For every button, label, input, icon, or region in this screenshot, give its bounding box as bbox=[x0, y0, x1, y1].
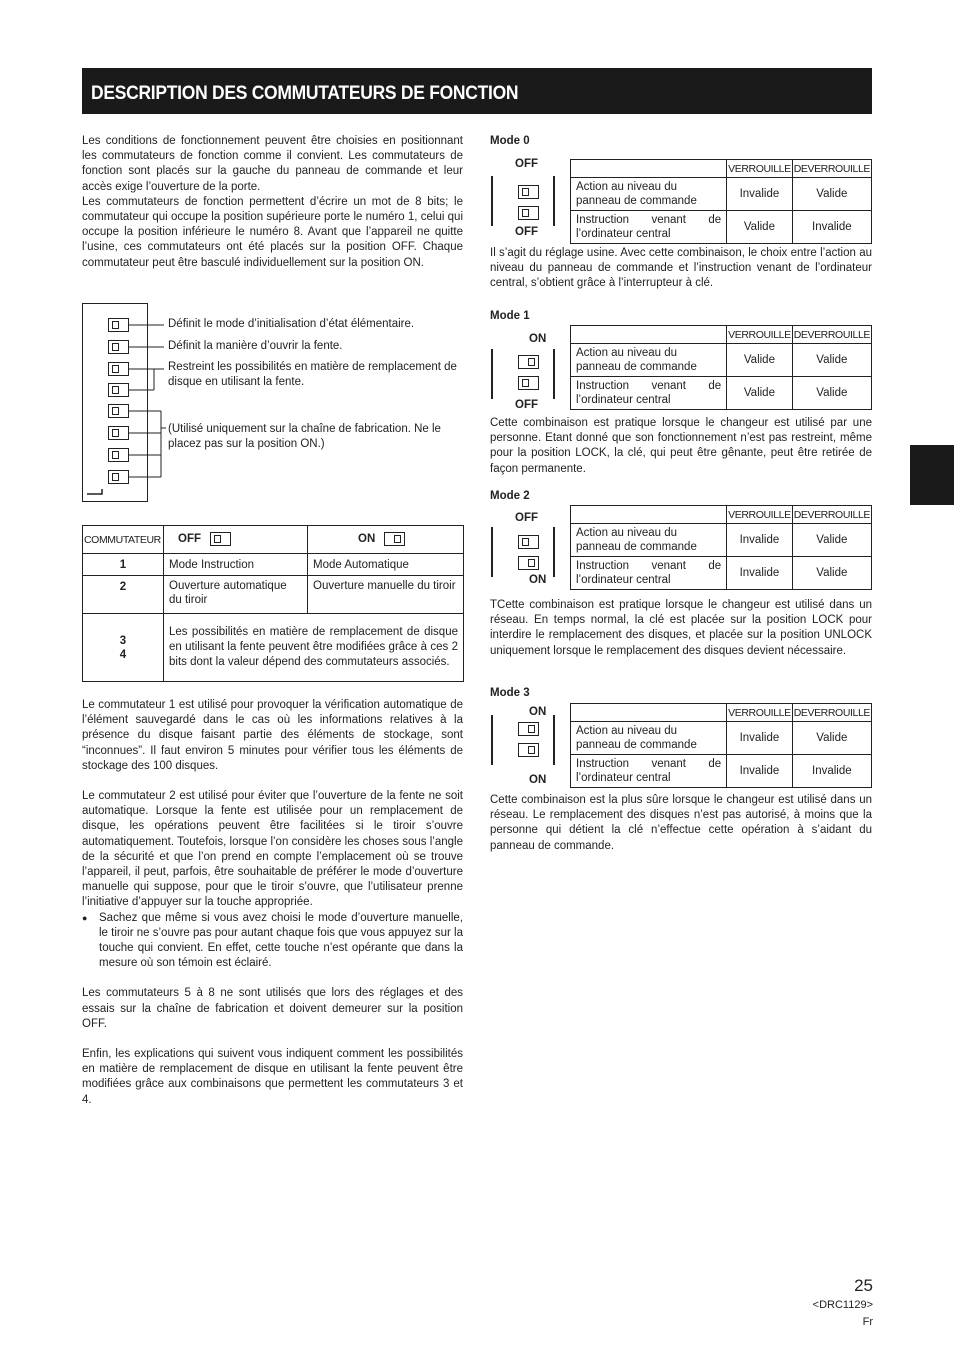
row-combined-value: Les possibilités en matière de remplacement de disque en utilisant la fente peuvent être modifiées grâce à ces 2 bits dont la valeur dépend des commutateurs associés. bbox=[164, 614, 464, 682]
mode-3-switch-3 bbox=[518, 722, 539, 736]
mode-2-top-state: OFF bbox=[515, 512, 538, 524]
diagram-label-switch-2: Définit la manière d’ouvrir la fente. bbox=[168, 340, 343, 352]
dip-switch-3 bbox=[108, 362, 129, 376]
cell-value: Invalide bbox=[727, 722, 793, 755]
col-lock: VERROUILLE bbox=[727, 326, 793, 344]
mode-1-bottom-state: OFF bbox=[515, 399, 538, 411]
note-bullet bbox=[82, 911, 463, 972]
table-header-on bbox=[308, 526, 464, 554]
col-lock: VERROUILLE bbox=[727, 704, 793, 722]
cell-value: Valide bbox=[792, 377, 871, 410]
cell-value: Invalide bbox=[727, 524, 793, 557]
row-panel: Action au niveau du panneau de commande bbox=[571, 178, 727, 211]
diagram-leader-lines bbox=[128, 318, 168, 478]
intro-paragraph-1: Les conditions de fonctionnement peuvent être choisies en positionnant les commutateurs de fonction comme il convient. Les commutateurs de fonction sont placés sur la gauche du panneau de commande et leur accès exige l’ouverture de la porte. bbox=[82, 135, 463, 193]
diagram-label-switch-5-8: (Utilisé uniquement sur la chaîne de fabrication. Ne le placez pas sur la position ON.) bbox=[168, 423, 441, 451]
mode-2-switch-3 bbox=[518, 535, 539, 549]
row-host: Instruction venant de l’ordinateur central bbox=[571, 377, 727, 410]
row-switch-number-3: 3 bbox=[119, 634, 127, 647]
col-lock: VERROUILLE bbox=[727, 506, 793, 524]
col-lock: VERROUILLE bbox=[727, 160, 793, 178]
col-unlock: DEVERROUILLE bbox=[792, 326, 871, 344]
col-unlock: DEVERROUILLE bbox=[792, 160, 871, 178]
mode-3-table bbox=[570, 703, 872, 788]
diagram-label-switch-3-4: Restreint les possibilités en matière de remplacement de disque en utilisant la fente. bbox=[168, 361, 457, 389]
cell-value: Invalide bbox=[727, 755, 793, 788]
mode-2-title: Mode 2 bbox=[490, 490, 530, 502]
cell-value: Valide bbox=[792, 557, 871, 590]
intro-paragraph-2: Les commutateurs de fonction permettent d’écrire un mot de 8 bits; le commutateur qui occupe la position supérieure porte le numéro 1, celui qui occupe la position inférieure le numéro 8. Avant que l’appareil ne quitte l’usine, ces commutateurs ont été placés sur la position OFF. Chaque commutateur peut être basculé individuellement sur la position ON. bbox=[82, 195, 463, 269]
cell-value: Valide bbox=[727, 211, 793, 244]
final-paragraph: Enfin, les explications qui suivent vous indiquent comment les possibilités en matière de remplacement de disque en utilisant la fente peuvent être modifiées grâce aux combinaisons que permettent les commutateurs 3 et 4. bbox=[82, 1048, 463, 1106]
mode-3-top-state: ON bbox=[529, 706, 547, 718]
page-title-bar bbox=[82, 68, 872, 114]
mode-0-table bbox=[570, 159, 872, 244]
switch-function-table bbox=[82, 525, 464, 682]
row-off-value: Mode Instruction bbox=[164, 554, 308, 576]
cell-value: Invalide bbox=[727, 178, 793, 211]
row-panel: Action au niveau du panneau de commande bbox=[571, 344, 727, 377]
mode-0-switch-4 bbox=[518, 206, 539, 220]
table-header-switch: COMMUTATEUR bbox=[83, 526, 164, 554]
cell-value: Invalide bbox=[727, 557, 793, 590]
note-bullet-text: ● Sachez que même si vous avez choisi le mode d’ouverture manuelle, le tiroir ne s’ouvre pas pour autant chaque fois que vous appuyez sur la touche qui convient. En effet, cette touche n’est opérante que dans la mesure où son témoin est éclairé. bbox=[99, 911, 463, 970]
mode-3-description: Cette combinaison est la plus sûre lorsque le changeur est utilisé dans un réseau. Le remplacement des disques n’est pas autorisé, à moins que la personne qui détient la clé n’effectue cette opération à s’aidant du panneau de commande. bbox=[490, 794, 872, 852]
row-panel: Action au niveau du panneau de commande bbox=[571, 722, 727, 755]
table-header-on-label: ON bbox=[358, 533, 376, 546]
mode-1-switch-4 bbox=[518, 376, 539, 390]
row-switch-numbers bbox=[83, 614, 164, 682]
cell-value: Valide bbox=[792, 722, 871, 755]
on-switch-icon bbox=[384, 532, 405, 546]
cell-value: Invalide bbox=[792, 211, 871, 244]
dip-switch-7 bbox=[108, 448, 129, 462]
table-row bbox=[83, 554, 464, 576]
mode-3-bracket-right bbox=[553, 715, 555, 765]
mode-1-table bbox=[570, 325, 872, 410]
page-title: DESCRIPTION DES COMMUTATEURS DE FONCTION bbox=[91, 83, 519, 104]
mode-1-description: Cette combinaison est pratique lorsque le changeur est utilisé par une personne. Etant donné que son fonctionnement n’est pas restreint, même pour la position LOCK, la clé, qui peut être gênante, peut être retirée de façon permanente. bbox=[490, 417, 872, 475]
cell-value: Invalide bbox=[792, 755, 871, 788]
row-on-value: Ouverture manuelle du tiroir bbox=[308, 576, 464, 614]
mode-1-switch-3 bbox=[518, 355, 539, 369]
col-unlock: DEVERROUILLE bbox=[792, 704, 871, 722]
mode-3-title: Mode 3 bbox=[490, 687, 530, 699]
mode-3-bottom-state: ON bbox=[529, 774, 547, 786]
intro bbox=[82, 134, 463, 271]
row-switch-number: 2 bbox=[83, 576, 164, 614]
table-row bbox=[83, 576, 464, 614]
dip-switch-1 bbox=[108, 318, 129, 332]
row-host: Instruction venant de l’ordinateur central bbox=[571, 211, 727, 244]
row-switch-number: 1 bbox=[83, 554, 164, 576]
mode-1-bracket-right bbox=[553, 349, 555, 399]
table-header-off bbox=[164, 526, 308, 554]
mode-2-bottom-state: ON bbox=[529, 574, 547, 586]
mode-2-bracket-left bbox=[491, 527, 493, 577]
mode-3-bracket-left bbox=[491, 715, 493, 765]
dip-switch-8 bbox=[108, 470, 129, 484]
mode-0-bottom-state: OFF bbox=[515, 226, 538, 238]
cell-value: Valide bbox=[792, 524, 871, 557]
switch-2-paragraph: Le commutateur 2 est utilisé pour éviter que l’ouverture de la fente ne soit automatique. Lorsque la fente est utilisée pour un remplacement de disque, les opérations peuvent être facilitées si le tiroir s’ouvre automatiquement. Toutefois, lorsque l’on considère les choses sous l’angle de la sécurité et que l’on prend en compte l’emplacement où se trouve l’appareil, il peut, parfois, être souhaitable de préférer le mode d’ouverture manuelle qui suppose, pour que le tiroir s’ouvre, que l’utilisateur prenne l’initiative d’appuyer sur la touche appropriée. bbox=[82, 790, 463, 909]
dip-switch-2 bbox=[108, 340, 129, 354]
row-host: Instruction venant de l’ordinateur central bbox=[571, 755, 727, 788]
switch-1-paragraph: Le commutateur 1 est utilisé pour provoquer la vérification automatique de l’élément sauvegardé dans le cas où les informations relatives à la présence du disque faisant partie des éléments de stockage, sont “inconnues”. Il faut environ 5 minutes pour vérifier tous les éléments de stockage des 100 disques. bbox=[82, 699, 463, 772]
cell-value: Valide bbox=[727, 377, 793, 410]
row-panel: Action au niveau du panneau de commande bbox=[571, 524, 727, 557]
row-off-value: Ouverture automatique du tiroir bbox=[164, 576, 308, 614]
dip-switch-6 bbox=[108, 426, 129, 440]
col-unlock: DEVERROUILLE bbox=[792, 506, 871, 524]
mode-0-switch-3 bbox=[518, 185, 539, 199]
off-switch-icon bbox=[210, 532, 231, 546]
diagram-label-switch-1: Définit le mode d’initialisation d’état élémentaire. bbox=[168, 318, 415, 330]
body-left bbox=[82, 698, 463, 1108]
dip-switch-5 bbox=[108, 404, 129, 418]
mode-1-bracket-left bbox=[491, 349, 493, 399]
table-row bbox=[83, 614, 464, 682]
mode-0-bracket-right bbox=[553, 176, 555, 226]
cell-value: Valide bbox=[792, 344, 871, 377]
page-number: 25 bbox=[854, 1276, 873, 1295]
position-arrow-icon bbox=[86, 486, 106, 498]
mode-0-title: Mode 0 bbox=[490, 135, 530, 147]
dip-switch-4 bbox=[108, 383, 129, 397]
mode-3-switch-4 bbox=[518, 743, 539, 757]
mode-2-switch-4 bbox=[518, 556, 539, 570]
mode-0-description: Il s’agit du réglage usine. Avec cette combinaison, le choix entre l’action au niveau du panneau de commande et l’instruction venant de l’ordinateur central, s’obtient grâce à l’interrupteur à clé. bbox=[490, 247, 872, 290]
mode-0-bracket-left bbox=[491, 176, 493, 226]
mode-1-top-state: ON bbox=[529, 333, 547, 345]
language-code: Fr bbox=[862, 1316, 873, 1328]
section-tab bbox=[910, 445, 954, 505]
document-code: <DRC1129> bbox=[812, 1299, 873, 1311]
mode-2-bracket-right bbox=[553, 527, 555, 577]
switch-5-8-paragraph: Les commutateurs 5 à 8 ne sont utilisés que lors des réglages et des essais sur la chaîne de fabrication et doivent demeurer sur la position OFF. bbox=[82, 987, 463, 1030]
row-switch-number-4: 4 bbox=[119, 648, 127, 661]
cell-value: Valide bbox=[727, 344, 793, 377]
row-on-value: Mode Automatique bbox=[308, 554, 464, 576]
cell-value: Valide bbox=[792, 178, 871, 211]
mode-0-top-state: OFF bbox=[515, 158, 538, 170]
mode-2-table bbox=[570, 505, 872, 590]
table-header-off-label: OFF bbox=[178, 533, 201, 546]
mode-2-description: TCette combinaison est pratique lorsque le changeur est utilisé dans un réseau. En temps normal, la clé est placée sur la position LOCK pour interdire le remplacement des disques, et placée sur la position UNLOCK uniquement lorsque le remplacement des disques devient nécessaire. bbox=[490, 599, 872, 657]
row-host: Instruction venant de l’ordinateur central bbox=[571, 557, 727, 590]
mode-1-title: Mode 1 bbox=[490, 310, 530, 322]
